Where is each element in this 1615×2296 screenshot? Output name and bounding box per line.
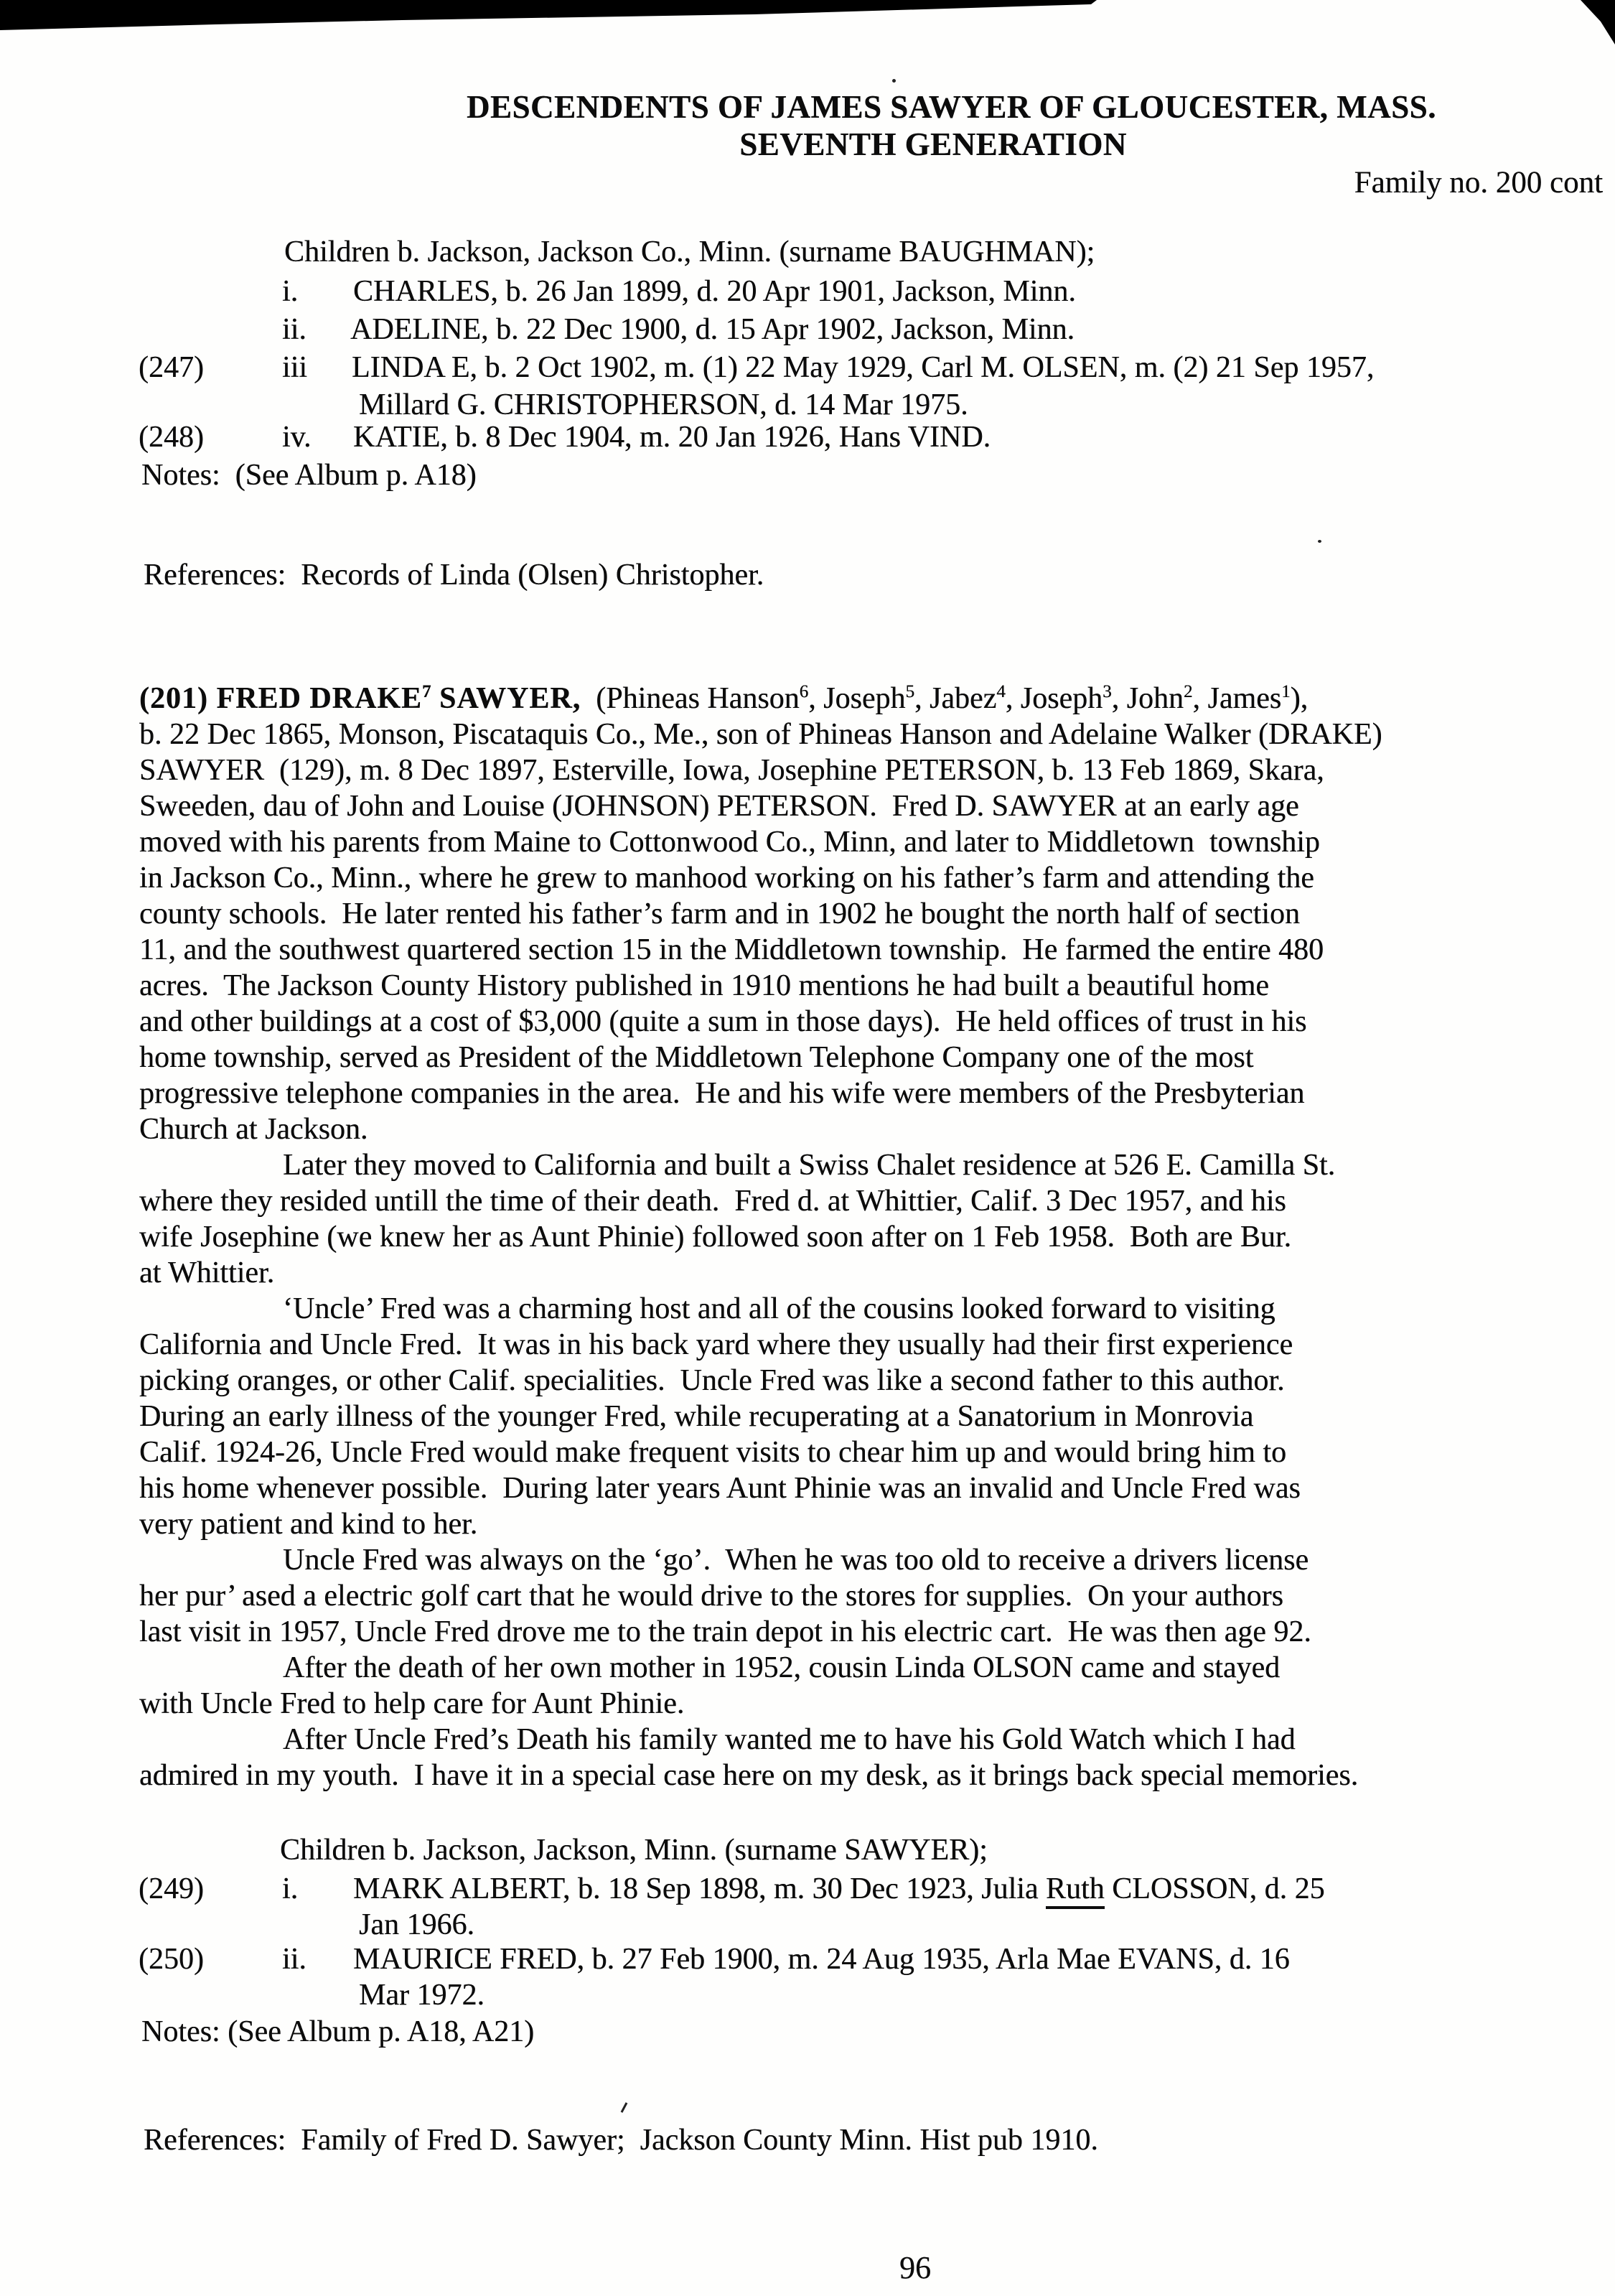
notes-line-family200: Notes: (See Album p. A18) <box>141 459 477 492</box>
entry-201-line: his home whenever possible. During later years Aunt Phinie was an invalid and Uncle Fred was <box>139 1472 1301 1505</box>
child-text-continued: Millard G. CHRISTOPHERSON, d. 14 Mar 1975. <box>359 388 968 421</box>
entry-201-line: b. 22 Dec 1865, Monson, Piscataquis Co., Me., son of Phineas Hanson and Adelaine Walker (DRAKE) <box>139 718 1382 751</box>
entry-201-line: Uncle Fred was always on the ‘go’. When he was too old to receive a drivers license <box>283 1544 1309 1577</box>
entry-201-paragraph <box>139 681 1382 1793</box>
notes-line-family201: Notes: (See Album p. A18, A21) <box>141 2015 535 2048</box>
entry-lead-tail: SAWYER, <box>431 682 581 715</box>
page-title-line1: DESCENDENTS OF JAMES SAWYER OF GLOUCESTER, MASS. <box>467 89 1436 125</box>
scan-smudge-top-right-corner <box>1572 0 1615 45</box>
entry-201-headline <box>139 681 1382 717</box>
entry-201-line: moved with his parents from Maine to Cottonwood Co., Minn, and later to Middletown township <box>139 826 1320 859</box>
entry-201-line: very patient and kind to her. <box>139 1508 478 1541</box>
family-number-label: Family no. 200 cont <box>1354 166 1603 200</box>
entry-201-line: and other buildings at a cost of $3,000 (quite a sum in those days). He held offices of trust in his <box>139 1005 1307 1038</box>
child-text: CHARLES, b. 26 Jan 1899, d. 20 Apr 1901, Jackson, Minn. <box>353 275 1076 308</box>
child-text: ADELINE, b. 22 Dec 1900, d. 15 Apr 1902, Jackson, Minn. <box>350 313 1075 346</box>
entry-201-line: admired in my youth. I have it in a special case here on my desk, as it brings back special memories. <box>139 1759 1359 1792</box>
scan-smudge-top-edge <box>0 0 1098 32</box>
child-text: MAURICE FRED, b. 27 Feb 1900, m. 24 Aug 1935, Arla Mae EVANS, d. 16 <box>353 1943 1290 1976</box>
references-line-family201: References: Family of Fred D. Sawyer; Jackson County Minn. Hist pub 1910. <box>144 2124 1098 2157</box>
entry-201-line: wife Josephine (we knew her as Aunt Phinie) followed soon after on 1 Feb 1958. Both are Bur. <box>139 1221 1292 1254</box>
child-ref-number: (248) <box>139 421 204 454</box>
lineage-superscript: 6 <box>799 682 809 701</box>
lineage-superscript: 1 <box>1281 682 1291 701</box>
child-roman: ii. <box>282 1943 306 1976</box>
page-title-line2: SEVENTH GENERATION <box>739 126 1127 162</box>
lineage-superscript: 4 <box>996 682 1006 701</box>
children-heading-sawyer: Children b. Jackson, Jackson, Minn. (surname SAWYER); <box>280 1834 988 1867</box>
lineage-chain: , John <box>1111 682 1184 715</box>
page-number: 96 <box>899 2250 931 2285</box>
scan-speck <box>621 2102 628 2113</box>
child-roman: i. <box>282 1872 299 1905</box>
child-text-continued: Jan 1966. <box>359 1908 474 1941</box>
entry-201-line: ‘Uncle’ Fred was a charming host and all of the cousins looked forward to visiting <box>283 1292 1275 1325</box>
references-line-family200: References: Records of Linda (Olsen) Christopher. <box>144 559 764 592</box>
entry-201-line: During an early illness of the younger Fred, while recuperating at a Sanatorium in Monrovia <box>139 1400 1254 1433</box>
entry-201-line: 11, and the southwest quartered section 15 in the Middletown township. He farmed the entire 480 <box>139 933 1324 966</box>
child-text: LINDA E, b. 2 Oct 1902, m. (1) 22 May 1929, Carl M. OLSEN, m. (2) 21 Sep 1957, <box>352 351 1375 384</box>
entry-201-line: After Uncle Fred’s Death his family wanted me to have his Gold Watch which I had <box>283 1723 1296 1756</box>
child-text-pre: MARK ALBERT, b. 18 Sep 1898, m. 30 Dec 1923, Julia <box>353 1872 1046 1905</box>
entry-201-line: California and Uncle Fred. It was in his back yard where they usually had their first experience <box>139 1328 1293 1361</box>
entry-201-line: SAWYER (129), m. 8 Dec 1897, Esterville, Iowa, Josephine PETERSON, b. 13 Feb 1869, Skara, <box>139 754 1324 787</box>
lineage-chain: , James <box>1192 682 1282 715</box>
entry-201-line: Sweeden, dau of John and Louise (JOHNSON) PETERSON. Fred D. SAWYER at an early age <box>139 790 1299 823</box>
entry-lead: (201) FRED DRAKE <box>139 682 422 715</box>
child-text: KATIE, b. 8 Dec 1904, m. 20 Jan 1926, Hans VIND. <box>353 421 991 454</box>
child-roman: iv. <box>282 421 312 454</box>
entry-201-line: After the death of her own mother in 1952, cousin Linda OLSON came and stayed <box>283 1651 1281 1684</box>
entry-201-line: Later they moved to California and built a Swiss Chalet residence at 526 E. Camilla St. <box>283 1149 1336 1182</box>
generation-superscript: 7 <box>421 682 431 701</box>
entry-201-line: her pur’ ased a electric golf cart that he would drive to the stores for supplies. On your authors <box>139 1579 1283 1613</box>
underlined-name: Ruth <box>1046 1872 1105 1909</box>
entry-201-line: where they resided untill the time of their death. Fred d. at Whittier, Calif. 3 Dec 1957, and his <box>139 1185 1286 1218</box>
entry-201-line: Church at Jackson. <box>139 1113 368 1146</box>
lineage-chain: (Phineas Hanson <box>581 682 800 715</box>
scan-speck <box>1318 540 1321 543</box>
child-ref-number: (249) <box>139 1872 204 1905</box>
scan-speck <box>892 79 896 83</box>
lineage-superscript: 2 <box>1184 682 1193 701</box>
child-roman: iii <box>282 351 308 384</box>
child-roman: i. <box>282 275 299 308</box>
child-text <box>353 1871 1325 1907</box>
child-ref-number: (250) <box>139 1943 204 1976</box>
lineage-chain: , Joseph <box>1005 682 1103 715</box>
lineage-superscript: 5 <box>905 682 915 701</box>
entry-201-line: Calif. 1924-26, Uncle Fred would make frequent visits to chear him up and would bring him to <box>139 1436 1287 1469</box>
entry-201-line: county schools. He later rented his father’s farm and in 1902 he bought the north half of section <box>139 897 1300 930</box>
child-ref-number: (247) <box>139 351 204 384</box>
entry-201-line: acres. The Jackson County History published in 1910 mentions he had built a beautiful home <box>139 969 1269 1002</box>
entry-201-line: with Uncle Fred to help care for Aunt Phinie. <box>139 1687 685 1720</box>
child-text-continued: Mar 1972. <box>359 1979 484 2012</box>
lineage-chain: , Joseph <box>808 682 906 715</box>
entry-201-line: in Jackson Co., Minn., where he grew to manhood working on his father’s farm and attending the <box>139 862 1314 895</box>
child-roman: ii. <box>282 313 306 346</box>
lineage-chain: ), <box>1290 682 1309 715</box>
lineage-chain: , Jabez <box>914 682 997 715</box>
lineage-superscript: 3 <box>1103 682 1112 701</box>
children-heading-baughman: Children b. Jackson, Jackson Co., Minn. (surname BAUGHMAN); <box>284 235 1095 269</box>
entry-201-line: picking oranges, or other Calif. specialities. Uncle Fred was like a second father to this author. <box>139 1364 1285 1397</box>
entry-201-line: progressive telephone companies in the area. He and his wife were members of the Presbyterian <box>139 1077 1305 1110</box>
child-text-post: CLOSSON, d. 25 <box>1104 1872 1325 1905</box>
entry-201-line: last visit in 1957, Uncle Fred drove me to the train depot in his electric cart. He was then age 92. <box>139 1615 1311 1648</box>
entry-201-line: home township, served as President of the Middletown Telephone Company one of the most <box>139 1041 1254 1074</box>
entry-201-line: at Whittier. <box>139 1256 275 1289</box>
